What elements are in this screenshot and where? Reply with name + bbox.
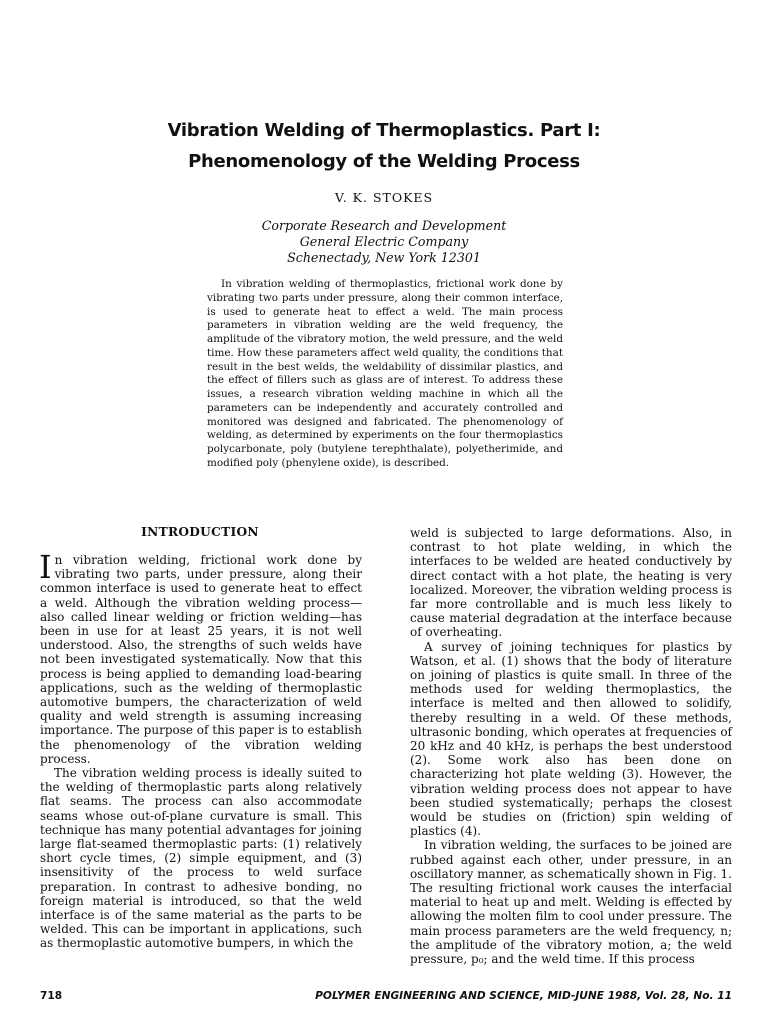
paragraph: A survey of joining techniques for plastics by Watson, et al. (1) shows that the body of literature on joining of plastics is quite small. In three of the methods used for welding thermoplastics, the interface is melted and then allowed to solidify, thereby resulting in a weld. Of these methods, ultrasonic bonding, which operates at frequencies of 20 kHz and 40 kHz, is perhaps the best understood (2). Some work also has been done on characterizing hot plate welding (3). However, the vibration welding process does not appear to have been studied systematically; perhaps the closest would be studies on (friction) spin welding of plastics (4). — [410, 639, 732, 839]
section-heading: INTRODUCTION — [141, 525, 259, 539]
affiliation-line: Schenectady, New York 12301 — [287, 250, 481, 265]
abstract: In vibration welding of thermoplastics, frictional work done by vibrating two parts under pressure, along their common interface, is used to generate heat to effect a weld. The main process parameters in vibration welding are the weld frequency, the amplitude of the vibratory motion, the weld pressure, and the weld time. How these parameters affect weld quality, the conditions that result in the best welds, the weldability of dissimilar plastics, and the effect of fillers such as glass are of interest. To address these issues, a research vibration welding machine in which all the parameters can be independently and accurately controlled and monitored was designed and fabricated. The phenomenology of welding, as determined by experiments on the four thermoplastics polycarbonate, poly (butylene terephthalate), polyetherimide, and modified poly (phenylene oxide), is described. — [207, 278, 563, 469]
body-column-right — [410, 526, 732, 966]
page-number: 718 — [40, 990, 63, 1002]
affiliation-line: Corporate Research and Development — [261, 218, 507, 233]
paper-title-line-1: Vibration Welding of Thermoplastics. Part I: — [167, 120, 601, 141]
drop-cap: I — [39, 548, 52, 586]
paragraph-text: n vibration welding, frictional work done by vibrating two parts, under pressure, along their common interface is used to generate heat to effect a weld. Although the vibration welding process—also called linear welding or friction welding—has been in use for at least 25 years, it is not well understood. Also, the strengths of such welds have not been investigated systematically. Now that this process is being applied to demanding load-bearing applications, such as the welding of thermoplastic automotive bumpers, the characterization of weld quality and weld strength is assuming increasing importance. The purpose of this paper is to establish the phenomenology of the vibration welding process. — [40, 553, 362, 766]
paragraph — [39, 548, 362, 766]
paragraph: The vibration welding process is ideally suited to the welding of thermoplastic parts along relatively flat seams. The process can also accommodate seams whose out-of-plane curvature is small. This technique has many potential advantages for joining large flat-seamed thermoplastic parts: (1) relatively short cycle times, (2) simple equipment, and (3) insensitivity of the process to weld surface preparation. In contrast to adhesive bonding, no foreign material is introduced, so that the weld interface is of the same material as the parts to be welded. This can be important in applications, such as thermoplastic automotive bumpers, in which the — [40, 766, 362, 951]
author-name: V. K. STOKES — [334, 190, 434, 205]
paragraph: In vibration welding, the surfaces to be joined are rubbed against each other, under pressure, in an oscillatory manner, as schematically shown in Fig. 1. The resulting frictional work causes the interfacial material to heat up and melt. Welding is effected by allowing the molten film to cool under pressure. The main process parameters are the weld frequency, n; the amplitude of the vibratory motion, a; the weld pressure, p₀; and the weld time. If this process — [410, 838, 732, 967]
journal-citation: POLYMER ENGINEERING AND SCIENCE, MID-JUNE 1988, Vol. 28, No. 11 — [315, 990, 732, 1002]
affiliation-line: General Electric Company — [299, 234, 469, 249]
paper-title-line-2: Phenomenology of the Welding Process — [188, 151, 580, 172]
author-affiliation — [120, 218, 648, 266]
body-column-left — [39, 548, 362, 951]
paragraph: weld is subjected to large deformations. Also, in contrast to hot plate welding, in which the interfaces to be welded are heated conductively by direct contact with a hot plate, the heating is very localized. Moreover, the vibration welding process is far more controllable and is much less likely to cause material degradation at the interface because of overheating. — [410, 526, 732, 640]
